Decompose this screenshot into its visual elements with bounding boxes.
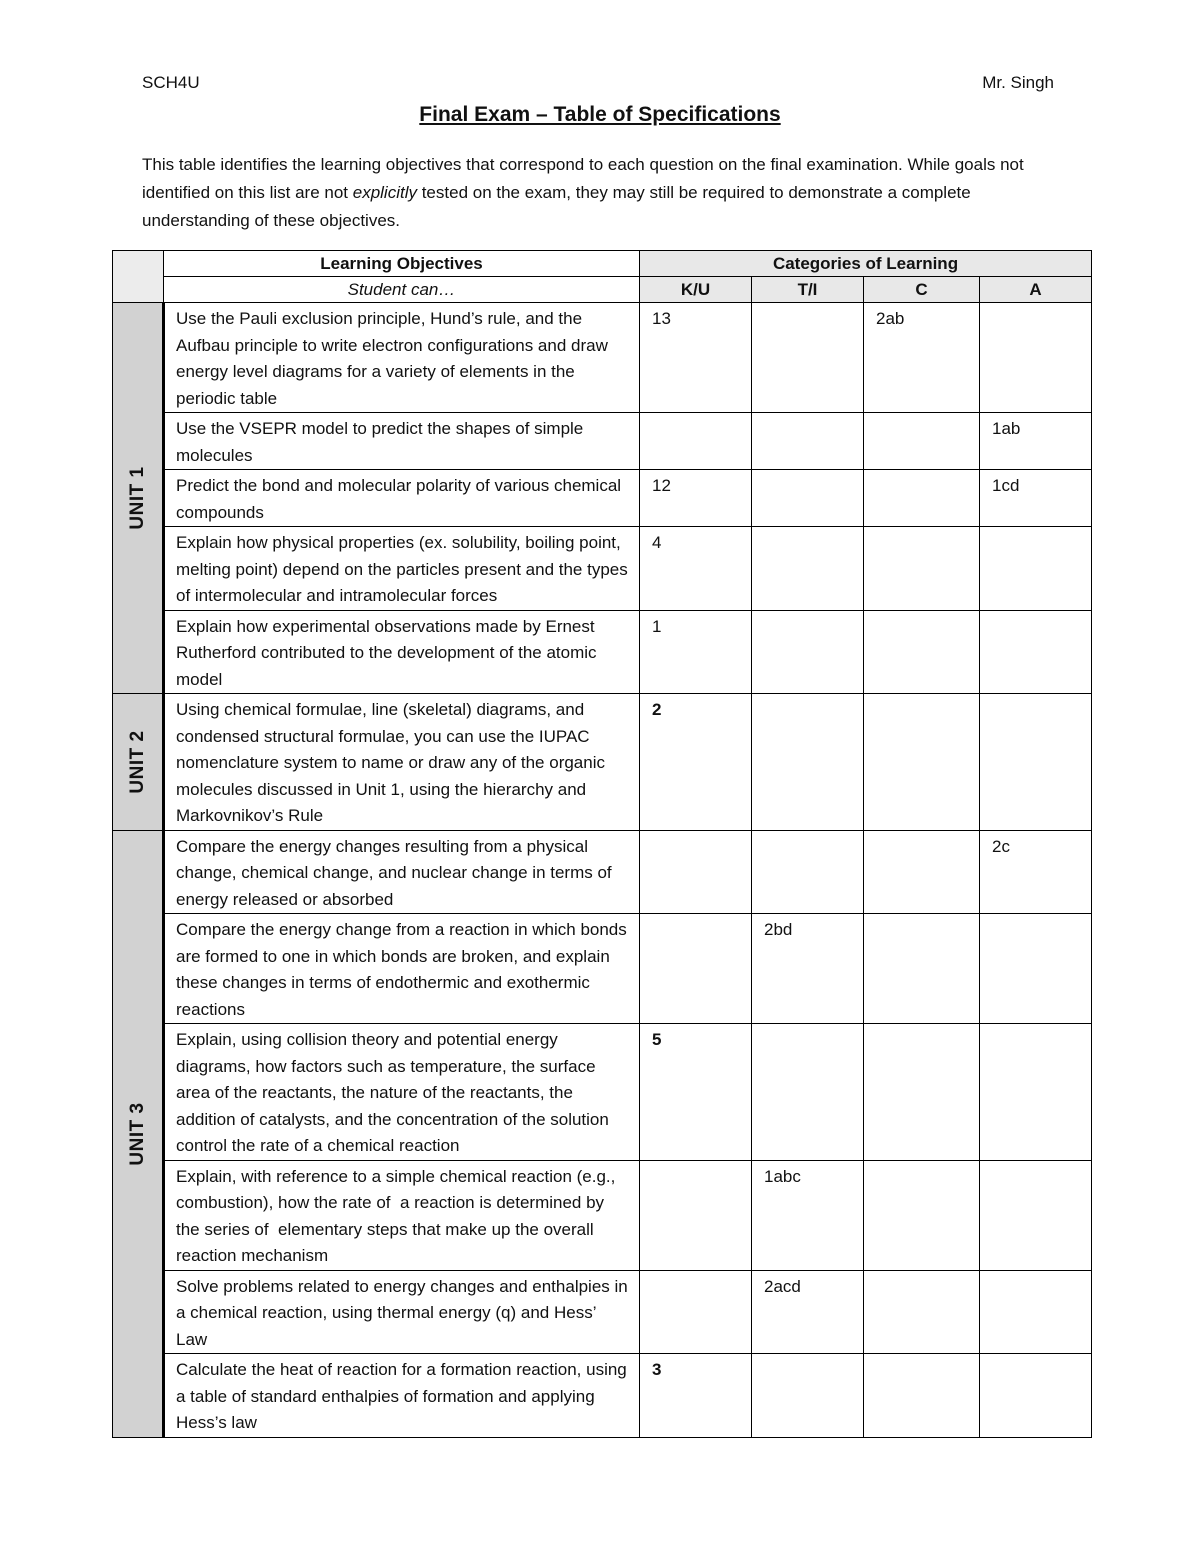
- category-ti-cell: [752, 527, 864, 611]
- categories-header: Categories of Learning: [640, 251, 1092, 277]
- category-c-cell: [864, 413, 980, 470]
- unit-label-cell: [113, 303, 164, 694]
- category-ti-cell: 2bd: [752, 914, 864, 1024]
- category-ku-cell: 12: [640, 470, 752, 527]
- table-row: [113, 527, 1092, 611]
- objective-cell: Compare the energy changes resulting from a physical change, chemical change, and nuclear change in terms of energy released or absorbed: [164, 830, 640, 914]
- category-c-cell: [864, 1160, 980, 1270]
- category-a-cell: [980, 1024, 1092, 1161]
- category-a-cell: 2c: [980, 830, 1092, 914]
- category-c-cell: [864, 610, 980, 694]
- objective-cell: Explain how physical properties (ex. solubility, boiling point, melting point) depend on the particles present and the types of intermolecular and intramolecular forces: [164, 527, 640, 611]
- table-row: [113, 610, 1092, 694]
- category-a-cell: [980, 1160, 1092, 1270]
- category-ku-cell: 3: [640, 1354, 752, 1438]
- unit-label-cell: [113, 830, 164, 1437]
- table-row: [113, 914, 1092, 1024]
- category-ti-cell: 2acd: [752, 1270, 864, 1354]
- objectives-header: Learning Objectives: [164, 251, 640, 277]
- table-row: [113, 470, 1092, 527]
- category-a-cell: 1ab: [980, 413, 1092, 470]
- category-c-cell: [864, 694, 980, 831]
- category-ti-cell: [752, 413, 864, 470]
- category-ti-header: T/I: [752, 277, 864, 303]
- teacher-name: Mr. Singh: [982, 73, 1054, 92]
- category-ti-cell: [752, 610, 864, 694]
- category-a-cell: [980, 610, 1092, 694]
- intro-text-2: tested on the exam, they may still be required to demonstrate a complete understanding of these objectives.: [142, 183, 971, 230]
- unit-label: UNIT 3: [126, 1101, 148, 1166]
- objective-cell: Use the Pauli exclusion principle, Hund’s rule, and the Aufbau principle to write electron configurations and draw energy level diagrams for a variety of elements in the periodic table: [164, 303, 640, 413]
- category-c-cell: [864, 830, 980, 914]
- category-ku-cell: [640, 1160, 752, 1270]
- table-row: [113, 694, 1092, 831]
- objective-cell: Explain, with reference to a simple chemical reaction (e.g., combustion), how the rate of a reaction is determined by the series of elementary steps that make up the overall reaction mechanism: [164, 1160, 640, 1270]
- table-row: [113, 1354, 1092, 1438]
- corner-cell: [113, 251, 164, 303]
- category-ku-cell: 1: [640, 610, 752, 694]
- intro-paragraph: [142, 151, 1062, 235]
- category-ku-cell: [640, 830, 752, 914]
- table-row: [113, 1024, 1092, 1161]
- category-a-cell: [980, 914, 1092, 1024]
- objective-cell: Predict the bond and molecular polarity of various chemical compounds: [164, 470, 640, 527]
- objective-cell: Solve problems related to energy changes and enthalpies in a chemical reaction, using thermal energy (q) and Hess’ Law: [164, 1270, 640, 1354]
- category-a-cell: [980, 1270, 1092, 1354]
- category-a-cell: [980, 527, 1092, 611]
- objective-cell: Explain, using collision theory and potential energy diagrams, how factors such as temperature, the surface area of the reactants, the nature of the reactants, the addition of catalysts, and the concentration of the solution control the rate of a chemical reaction: [164, 1024, 640, 1161]
- category-ti-cell: [752, 1354, 864, 1438]
- category-c-cell: [864, 470, 980, 527]
- table-row: [113, 413, 1092, 470]
- category-c-cell: [864, 1270, 980, 1354]
- table-row: [113, 830, 1092, 914]
- category-ku-cell: 4: [640, 527, 752, 611]
- category-ku-cell: [640, 914, 752, 1024]
- category-a-cell: 1cd: [980, 470, 1092, 527]
- category-ku-cell: [640, 1270, 752, 1354]
- objective-cell: Calculate the heat of reaction for a formation reaction, using a table of standard enthalpies of formation and applying Hess’s law: [164, 1354, 640, 1438]
- category-c-cell: [864, 1354, 980, 1438]
- category-a-cell: [980, 303, 1092, 413]
- objective-cell: Using chemical formulae, line (skeletal) diagrams, and condensed structural formulae, you can use the IUPAC nomenclature system to name or draw any of the organic molecules discussed in Unit 1, using the hierarchy and Markovnikov’s Rule: [164, 694, 640, 831]
- category-ku-cell: [640, 413, 752, 470]
- category-ti-cell: [752, 830, 864, 914]
- category-a-cell: [980, 1354, 1092, 1438]
- objectives-subheader: Student can…: [164, 277, 640, 303]
- intro-text-1: This table identifies the learning objectives that correspond to each question on the final examination. While goals not identified on this list are not: [142, 155, 1024, 202]
- objective-cell: Compare the energy change from a reaction in which bonds are formed to one in which bonds are broken, and explain these changes in terms of endothermic and exothermic reactions: [164, 914, 640, 1024]
- unit-label-cell: [113, 694, 164, 831]
- table-row: [113, 1270, 1092, 1354]
- page-title: Final Exam – Table of Specifications: [419, 103, 781, 126]
- category-ti-cell: [752, 694, 864, 831]
- category-c-cell: 2ab: [864, 303, 980, 413]
- category-a-header: A: [980, 277, 1092, 303]
- category-ti-cell: [752, 1024, 864, 1161]
- category-c-cell: [864, 1024, 980, 1161]
- category-ti-cell: [752, 470, 864, 527]
- category-c-cell: [864, 527, 980, 611]
- objective-cell: Use the VSEPR model to predict the shapes of simple molecules: [164, 413, 640, 470]
- category-ti-cell: [752, 303, 864, 413]
- unit-label: UNIT 2: [126, 730, 148, 794]
- category-ku-header: K/U: [640, 277, 752, 303]
- category-a-cell: [980, 694, 1092, 831]
- unit-label: UNIT 1: [126, 466, 148, 530]
- objective-cell: Explain how experimental observations made by Ernest Rutherford contributed to the development of the atomic model: [164, 610, 640, 694]
- specifications-table: [112, 250, 1092, 1438]
- intro-emphasis: explicitly: [352, 183, 417, 202]
- category-ku-cell: 13: [640, 303, 752, 413]
- category-ti-cell: 1abc: [752, 1160, 864, 1270]
- table-row: [113, 303, 1092, 413]
- category-c-cell: [864, 914, 980, 1024]
- course-code: SCH4U: [142, 73, 200, 92]
- category-ku-cell: 2: [640, 694, 752, 831]
- table-row: [113, 1160, 1092, 1270]
- category-c-header: C: [864, 277, 980, 303]
- category-ku-cell: 5: [640, 1024, 752, 1161]
